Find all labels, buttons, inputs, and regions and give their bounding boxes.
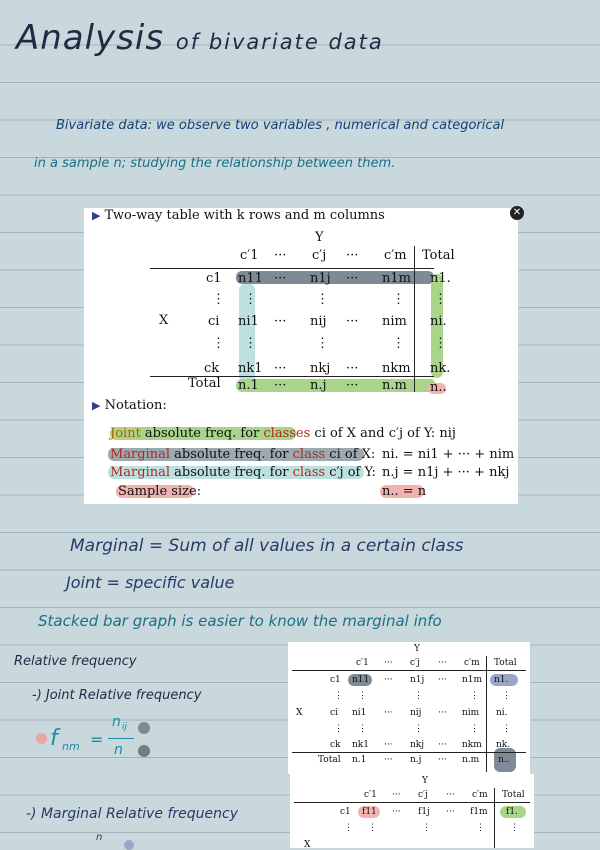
table-cell: ⋮	[244, 336, 257, 351]
table-cell: n1m	[462, 675, 483, 685]
y-variable: Y	[414, 644, 420, 654]
table-cell: ⋮	[244, 292, 257, 307]
col-header: c′1	[356, 658, 369, 668]
table-cell: nk.	[430, 361, 451, 376]
row-header: c1	[206, 271, 222, 286]
table-cell: n.1	[352, 755, 367, 765]
col-header: c′j	[410, 658, 420, 668]
table-cell: ni1	[352, 708, 367, 718]
title-main: Analysis	[16, 18, 165, 58]
row-header: ck	[204, 361, 220, 376]
notation-heading	[92, 398, 167, 413]
note-joint: Joint = specific value	[66, 573, 235, 592]
table-cell: nkm	[462, 740, 482, 750]
table-cell: ⋮	[510, 823, 519, 833]
page-title	[16, 18, 384, 58]
notation-label: Notation:	[104, 398, 167, 413]
rule	[292, 670, 526, 671]
table-cell: ···	[438, 755, 447, 765]
col-header: c′1	[240, 248, 259, 263]
table-cell: ⋮	[434, 336, 447, 351]
table-cell: n.m	[382, 378, 407, 393]
col-header: c′m	[464, 658, 480, 668]
row-header: ci	[208, 314, 220, 329]
notation-marginal-y-formula: n.j = n1j + ··· + nkj	[382, 465, 510, 480]
col-header: ···	[438, 658, 447, 668]
table-cell: nk.	[496, 740, 511, 750]
notation-sample-size: Sample size:	[118, 484, 202, 499]
table-cell: nim	[462, 708, 480, 718]
table-cell: ⋮	[358, 724, 367, 734]
total-header: Total	[494, 658, 517, 668]
row-header: ⋮	[212, 292, 225, 307]
table-cell: ni.	[430, 314, 447, 329]
lecture-slide	[84, 207, 522, 504]
table-cell: nkj	[310, 361, 331, 376]
table-cell: n..	[498, 755, 510, 765]
notation-joint: Joint absolute freq. for classes ci of X and c′j of Y: nij	[110, 426, 456, 441]
table-cell: f1m	[470, 807, 488, 817]
table-cell: f1.	[506, 807, 518, 817]
note-marginal-relative: -) Marginal Relative frequency	[26, 806, 239, 822]
col-header: ···	[346, 248, 359, 263]
note-marginal: Marginal = Sum of all values in a certain class	[70, 536, 464, 556]
table-cell: ⋮	[414, 724, 423, 734]
table-cell: ···	[438, 708, 447, 718]
total-col-header: Total	[422, 248, 455, 263]
rule	[292, 752, 526, 753]
note-relative-frequency: Relative frequency	[14, 654, 137, 669]
table-cell: n1.	[430, 271, 451, 286]
table-cell: ···	[446, 807, 455, 817]
formula-num-sub: ij	[122, 722, 128, 732]
rule	[494, 788, 495, 848]
table-cell: ⋮	[434, 292, 447, 307]
col-header: c′m	[472, 790, 488, 800]
mini-table-relative	[290, 774, 534, 848]
table-cell: nij	[410, 708, 422, 718]
total-header: Total	[502, 790, 525, 800]
notation-marginal-y: Marginal absolute freq. for class c′j of Y:	[110, 465, 376, 480]
col-header: ···	[384, 658, 393, 668]
x-variable: X	[296, 708, 303, 718]
table-cell: n11	[352, 675, 370, 685]
table-cell: n11	[238, 271, 263, 286]
table-cell: nkj	[410, 740, 425, 750]
row-header: c1	[340, 807, 351, 817]
close-icon[interactable]: ✕	[510, 206, 524, 220]
table-cell: ⋮	[316, 336, 329, 351]
table-cell: n1m	[382, 271, 411, 286]
bullet-icon: ▶	[92, 399, 101, 412]
table-cell: ···	[274, 314, 287, 329]
notation-marginal-x: Marginal absolute freq. for class ci of X:	[110, 447, 376, 462]
table-cell: f1j	[418, 807, 430, 817]
table-cell: ⋮	[502, 724, 511, 734]
col-header: ···	[392, 790, 401, 800]
total-row-header: Total	[188, 376, 221, 391]
table-cell: ⋮	[368, 823, 377, 833]
table-cell: ⋮	[392, 336, 405, 351]
table-cell: ···	[392, 807, 401, 817]
formula-marginal-fragment: n	[96, 832, 103, 843]
formula-f-sub: nm	[62, 740, 80, 753]
table-cell: ⋮	[358, 691, 367, 701]
slide-heading	[92, 208, 385, 223]
x-variable: X	[304, 840, 311, 850]
table-cell: ···	[384, 708, 393, 718]
col-header: c′m	[384, 248, 407, 263]
table-cell: ···	[274, 378, 287, 393]
fraction-bar	[108, 738, 134, 739]
table-cell: n..	[430, 380, 447, 395]
col-header: c′j	[312, 248, 327, 263]
table-cell: ···	[346, 314, 359, 329]
table-rule-top	[150, 268, 434, 269]
formula-den: n	[114, 742, 123, 758]
row-header: ck	[330, 740, 341, 750]
table-cell: ⋮	[316, 292, 329, 307]
table-cell: ···	[384, 675, 393, 685]
row-header: ⋮	[344, 823, 353, 833]
note-sample: in a sample n; studying the relationship between them.	[34, 156, 396, 171]
table-cell: f11	[362, 807, 377, 817]
y-variable: Y	[422, 776, 428, 786]
bullet-icon: ▶	[92, 209, 101, 222]
table-cell: n1j	[410, 675, 425, 685]
table-cell: ···	[438, 740, 447, 750]
dot-pink	[36, 733, 47, 744]
title-rest: of bivariate data	[175, 30, 384, 54]
table-cell: ⋮	[470, 724, 479, 734]
table-cell: n1.	[494, 675, 509, 685]
table-cell: ni1	[238, 314, 259, 329]
notation-sample-size-formula: n.. = n	[382, 484, 427, 499]
note-joint-relative: -) Joint Relative frequency	[32, 688, 202, 703]
table-cell: nij	[310, 314, 327, 329]
table-cell: ···	[384, 755, 393, 765]
row-header: ⋮	[212, 336, 225, 351]
formula-equals: =	[90, 730, 104, 749]
table-cell: ···	[274, 361, 287, 376]
row-header: ci	[330, 708, 338, 718]
dot-grey	[138, 722, 150, 734]
table-cell: ···	[274, 271, 287, 286]
row-header: ⋮	[334, 691, 343, 701]
table-cell: ···	[346, 378, 359, 393]
dot-lavender	[124, 840, 134, 850]
formula-num: n	[112, 714, 121, 730]
row-header: c1	[330, 675, 341, 685]
table-cell: ⋮	[476, 823, 485, 833]
formula-f: f	[50, 726, 58, 751]
rule	[486, 656, 487, 772]
table-cell: n.j	[310, 378, 327, 393]
y-variable: Y	[315, 230, 324, 245]
table-cell: ⋮	[502, 691, 511, 701]
total-row-header: Total	[318, 755, 341, 765]
table-cell: nim	[382, 314, 407, 329]
table-cell: nk1	[352, 740, 369, 750]
mini-table-joint	[288, 642, 530, 774]
table-cell: ⋮	[414, 691, 423, 701]
table-cell: ⋮	[470, 691, 479, 701]
table-cell: n.m	[462, 755, 480, 765]
note-bivariate: Bivariate data: we observe two variables , numerical and categorical	[56, 118, 505, 133]
table-cell: ···	[346, 361, 359, 376]
notation-marginal-x-formula: ni. = ni1 + ··· + nim	[382, 447, 515, 462]
x-variable: X	[159, 313, 169, 328]
table-cell: ···	[384, 740, 393, 750]
table-cell: ···	[346, 271, 359, 286]
table-cell: ⋮	[392, 292, 405, 307]
table-rule-vertical	[414, 246, 415, 392]
note-stacked-bar: Stacked bar graph is easier to know the marginal info	[38, 612, 442, 630]
row-header: ⋮	[334, 724, 343, 734]
col-header: c′j	[418, 790, 428, 800]
table-cell: ni.	[496, 708, 508, 718]
dot-dark	[138, 745, 150, 757]
table-cell: nk1	[238, 361, 263, 376]
col-header: ···	[446, 790, 455, 800]
table-cell: nkm	[382, 361, 411, 376]
table-cell: ···	[438, 675, 447, 685]
table-cell: n.1	[238, 378, 259, 393]
table-cell: n1j	[310, 271, 331, 286]
col-header: ···	[274, 248, 287, 263]
table-cell: ⋮	[422, 823, 431, 833]
col-header: c′1	[364, 790, 377, 800]
slide-heading-text: Two-way table with k rows and m columns	[104, 208, 385, 223]
table-cell: n.j	[410, 755, 422, 765]
